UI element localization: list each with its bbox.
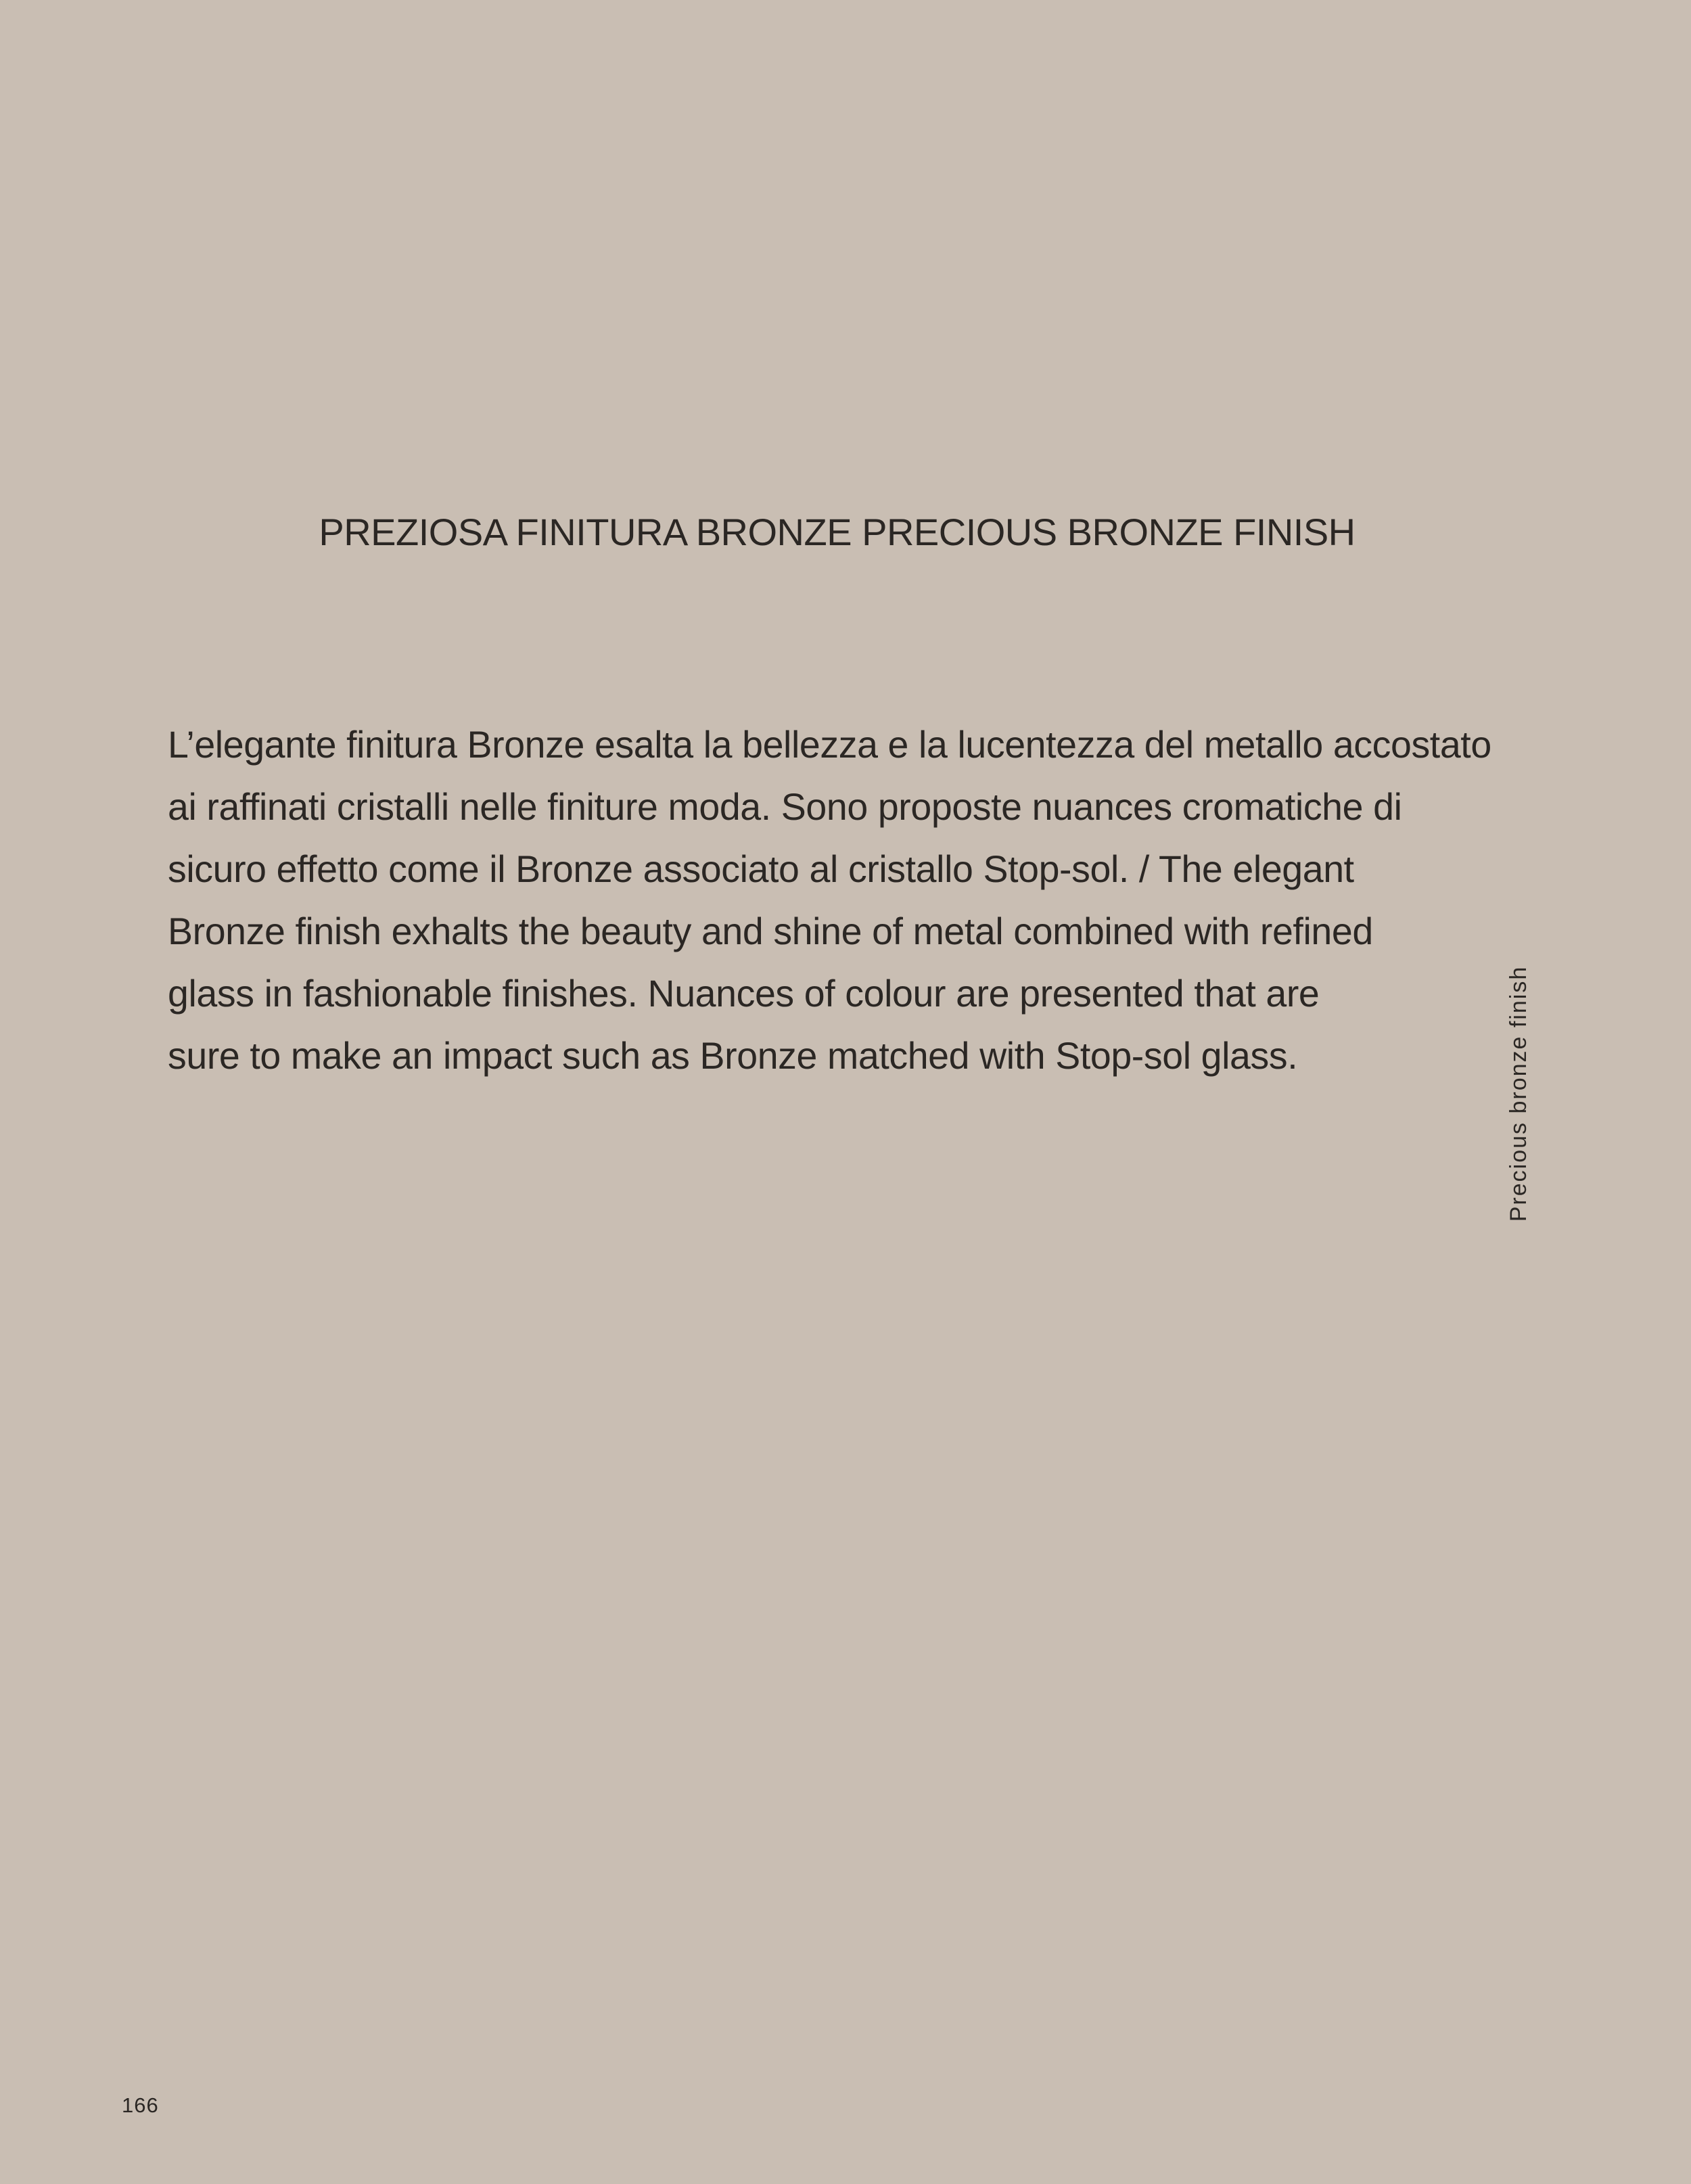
body-line: glass in fashionable finishes. Nuances of colour are presented that are (168, 973, 1320, 1015)
body-line: sure to make an impact such as Bronze matched with Stop-sol glass. (168, 1035, 1298, 1077)
section-side-label: Precious bronze finish (1506, 965, 1531, 1222)
body-paragraph (168, 714, 1491, 1087)
body-line: ai raffinati cristalli nelle finiture moda. Sono proposte nuances cromatiche di (168, 786, 1402, 828)
page-number: 166 (122, 2093, 159, 2117)
body-line: L’elegante finitura Bronze esalta la bellezza e la lucentezza del metallo accostato (168, 724, 1491, 766)
page-title: PREZIOSA FINITURA BRONZE PRECIOUS BRONZE FINISH (319, 511, 1356, 553)
body-line: sicuro effetto come il Bronze associato al cristallo Stop-sol. / The elegant (168, 848, 1354, 890)
body-line: Bronze finish exhalts the beauty and shine of metal combined with refined (168, 910, 1373, 952)
